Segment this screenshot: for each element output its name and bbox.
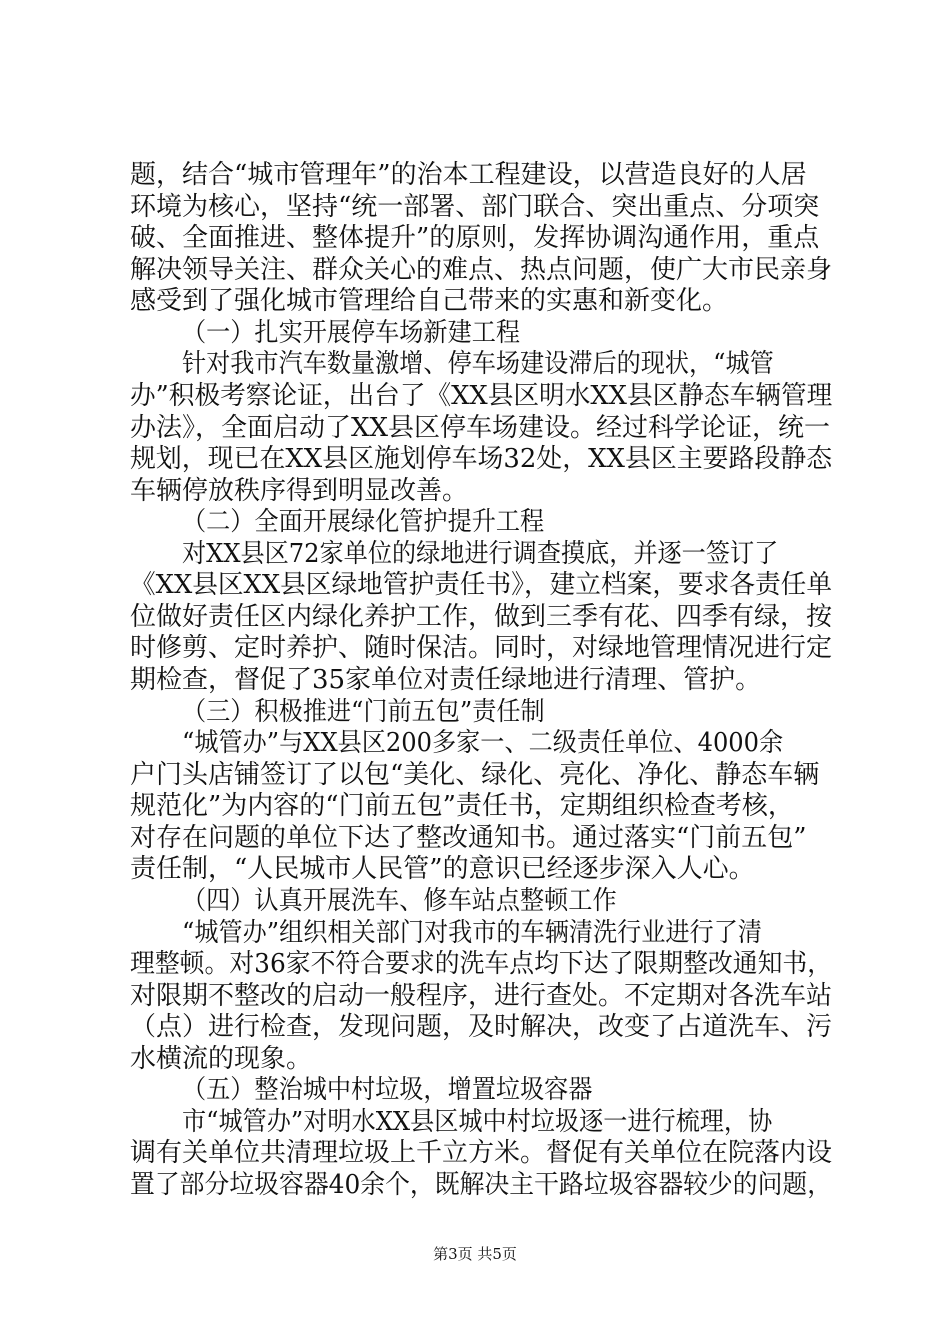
body-line: 调有关单位共清理垃圾上千立方米。督促有关单位在院落内设 [130,1138,833,1168]
body-line: （点）进行检查，发现问题，及时解决，改变了占道洗车、污 [130,1012,833,1042]
body-line: 环境为核心，坚持“统一部署、部门联合、突出重点、分项突 [130,192,820,222]
body-line: 题，结合“城市管理年”的治本工程建设，以营造良好的人居 [130,160,807,190]
body-line: 对存在问题的单位下达了整改通知书。通过落实“门前五包” [130,823,807,853]
body-line: 规范化”为内容的“门前五包”责任书，定期组织检查考核， [130,791,794,821]
body-line: 市“城管办”对明水XX县区城中村垃圾逐一进行梳理，协 [182,1107,773,1137]
body-line: “城管办”与XX县区200多家一、二级责任单位、4000余 [182,728,784,758]
body-line: 解决领导关注、群众关心的难点、热点问题，使广大市民亲身 [130,255,833,285]
page-number-footer: 第3页 共5页 [433,1245,517,1263]
body-line: 期检查，督促了35家单位对责任绿地进行清理、管护。 [130,665,762,695]
body-line: 办法》，全面启动了XX县区停车场建设。经过科学论证，统一 [130,413,831,443]
body-line: 办”积极考察论证，出台了《XX县区明水XX县区静态车辆管理 [130,381,833,411]
body-line: 对限期不整改的启动一般程序，进行查处。不定期对各洗车站 [130,981,833,1011]
body-line: 《XX县区XX县区绿地管护责任书》，建立档案，要求各责任单 [130,570,833,600]
body-line: 责任制，“人民城市人民管”的意识已经逐步深入人心。 [130,854,755,884]
section-heading: （一）扎实开展停车场新建工程 [182,318,521,348]
body-line: 针对我市汽车数量激增、停车场建设滞后的现状，“城管 [182,349,774,379]
body-line: 对XX县区72家单位的绿地进行调查摸底，并逐一签订了 [182,539,779,569]
body-line: 理整顿。对36家不符合要求的洗车点均下达了限期整改通知书， [130,949,833,979]
body-line: 时修剪、定时养护、随时保洁。同时，对绿地管理情况进行定 [130,633,833,663]
body-line: 户门头店铺签订了以包“美化、绿化、亮化、净化、静态车辆 [130,760,820,790]
body-line: 感受到了强化城市管理给自己带来的实惠和新变化。 [130,286,729,316]
body-line: “城管办”组织相关部门对我市的车辆清洗行业进行了清 [182,918,762,948]
body-line: 置了部分垃圾容器40余个，既解决主干路垃圾容器较少的问题， [130,1170,833,1200]
section-heading: （五）整治城中村垃圾，增置垃圾容器 [182,1075,593,1105]
body-line: 破、全面推进、整体提升”的原则，发挥协调沟通作用，重点 [130,223,820,253]
section-heading: （四）认真开展洗车、修车站点整顿工作 [182,886,617,916]
body-line: 规划，现已在XX县区施划停车场32处，XX县区主要路段静态 [130,444,833,474]
body-line: 车辆停放秩序得到明显改善。 [130,476,469,506]
body-line: 水横流的现象。 [130,1044,313,1074]
body-line: 位做好责任区内绿化养护工作，做到三季有花、四季有绿，按 [130,602,833,632]
section-heading: （三）积极推进“门前五包”责任制 [182,697,545,727]
section-heading: （二）全面开展绿化管护提升工程 [182,507,545,537]
